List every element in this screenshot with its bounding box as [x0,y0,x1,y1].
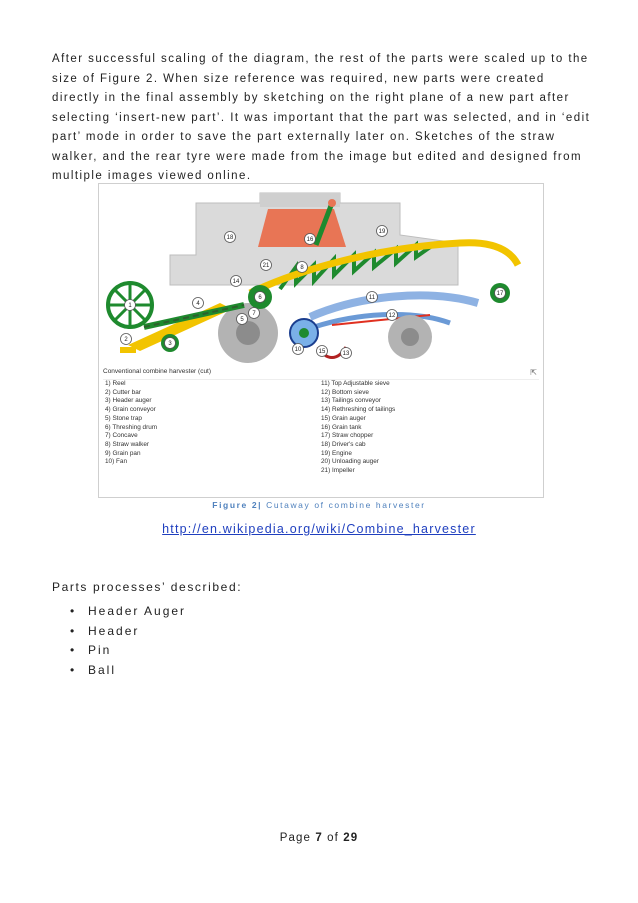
bullet-item [70,661,186,681]
combine-harvester-diagram [100,185,542,367]
expand-icon[interactable]: ⇱ [530,368,537,377]
callout-number: 5 [240,317,244,324]
callout-number: 7 [252,311,256,318]
legend-item: 6) Threshing drum [105,423,158,431]
legend-item: 12) Bottom sieve [321,388,369,396]
figure-caption [0,500,638,510]
legend-item: 16) Grain tank [321,423,362,431]
bullet-text: Header [88,623,140,638]
bullet-item [70,641,186,661]
bullet-dot-icon: • [70,662,77,677]
callout-number: 12 [388,313,396,320]
legend-header [103,368,539,380]
bullet-item [70,602,186,622]
legend-right-column [321,380,395,476]
cutter-bar [120,347,136,353]
legend-item: 2) Cutter bar [105,388,141,396]
legend-item: 20) Unloading auger [321,458,379,466]
tank-top [260,193,340,207]
total-pages: 29 [343,832,359,844]
legend-item: 7) Concave [105,432,138,440]
bullet-text: Ball [88,662,117,677]
callout-number: 18 [226,235,234,242]
legend-item: 18) Driver's cab [321,440,366,448]
callout-number: 1 [128,303,132,310]
legend-item: 5) Stone trap [105,414,142,422]
callout-number: 19 [378,229,386,236]
page-number: 7 [315,832,323,844]
front-wheel-hub [236,321,260,345]
callout-number: 10 [294,347,302,354]
parts-subheading: Parts processes’ described: [52,580,243,594]
callout-number: 16 [306,237,314,244]
bullet-text: Pin [88,643,112,657]
legend-item: 9) Grain pan [105,449,141,457]
legend-item: 11) Top Adjustable sieve [321,380,390,387]
callout-number: 15 [318,349,326,356]
legend-item: 14) Rethreshing of tailings [321,406,396,414]
bullet-dot-icon: • [70,604,77,618]
callout-number: 4 [196,301,200,308]
callout-number: 3 [168,341,172,348]
callout-number: 8 [300,265,304,272]
wikipedia-link[interactable]: http://en.wikipedia.org/wiki/Combine_harvester [162,522,476,536]
caption-text: Cutaway of combine harvester [266,500,426,510]
legend-item: 15) Grain auger [321,414,366,422]
legend-item: 10) Fan [105,458,128,466]
bullet-item [70,622,186,642]
callout-number: 21 [262,263,270,270]
page-word: Page [279,832,312,844]
caption-label: Figure 2| [212,500,263,510]
legend-item: 8) Straw walker [105,440,150,448]
rear-wheel-hub [401,328,419,346]
callout-number: 17 [496,291,504,298]
parts-bullet-list [70,602,186,680]
legend-item: 1) Reel [105,380,126,387]
bullet-dot-icon: • [70,643,77,657]
bullet-text: Header Auger [88,604,187,618]
legend-item: 17) Straw chopper [321,432,374,440]
callout-number: 2 [124,337,128,344]
fan-core [299,328,309,338]
legend-item: 3) Header auger [105,397,152,405]
figure-combine-harvester [98,183,544,498]
grain-tank [258,209,346,247]
page-footer [0,832,638,844]
callout-number: 11 [368,295,376,302]
callout-number: 6 [258,295,262,302]
body-paragraph: After successful scaling of the diagram, the rest of the parts were scaled up to the size of Figure 2. When size reference was required, new parts were created directly in the final assembly by sketching on the right plane of a new part after selecting ‘insert-new part’. It was important that the part was selected, and in ‘edit part’ mode in order to save the part externally later on. Sketches of the straw walker, and the rear tyre were made from the image but edited and designed from multiple images viewed online. [52,53,591,182]
auger-head [328,199,336,207]
legend-item: 19) Engine [321,449,352,457]
callout-number: 13 [342,351,350,358]
callout-number: 14 [232,279,240,286]
legend-title: Conventional combine harvester (cut) [103,368,212,375]
legend-item: 21) Impeller [321,467,355,475]
bullet-dot-icon: • [70,623,77,638]
legend-left-column [105,380,157,467]
legend-item: 4) Grain conveyor [105,406,156,414]
of-word: of [327,832,339,844]
legend-item: 13) Tailings conveyor [321,397,381,405]
